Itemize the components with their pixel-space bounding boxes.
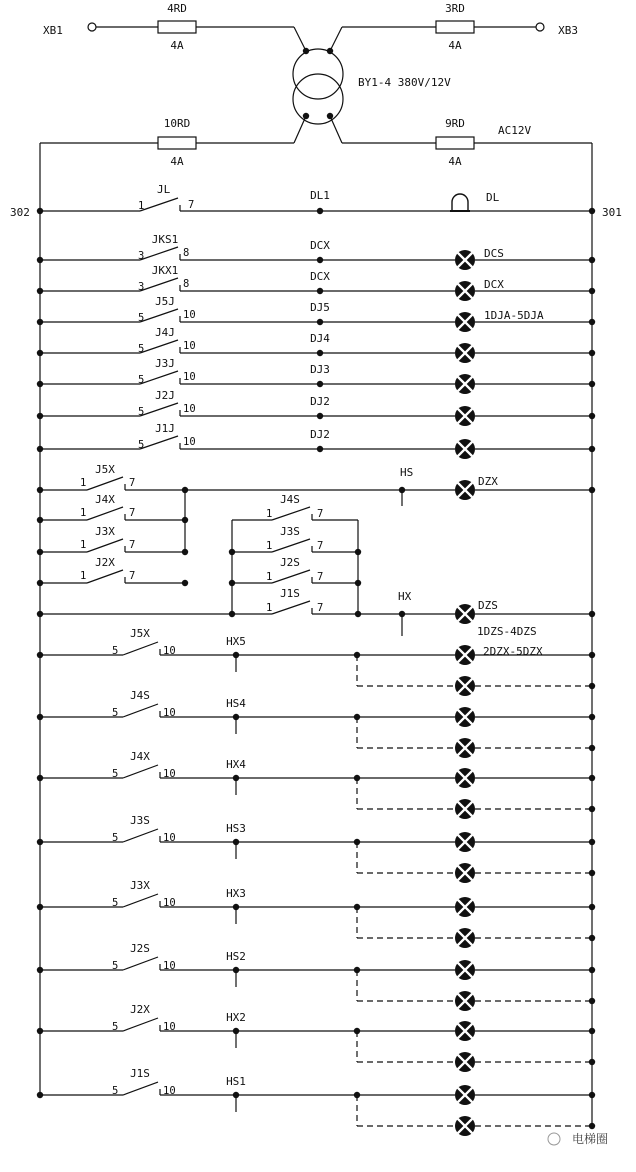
junction-dot xyxy=(317,446,323,452)
contact-j1s xyxy=(123,1082,160,1095)
contact-blade xyxy=(140,371,178,384)
signal-lamp-icon xyxy=(455,250,475,270)
signal-lamp-icon xyxy=(455,281,475,301)
contact-label: J2S xyxy=(130,942,150,955)
contact-j4j xyxy=(140,340,180,353)
pin-label: 10 xyxy=(163,1085,176,1097)
junction-dot xyxy=(37,775,43,781)
contact-blade xyxy=(272,539,310,552)
contact-j3x xyxy=(87,539,125,552)
contact-blade xyxy=(272,601,310,614)
lamp-label: DCX xyxy=(484,278,504,291)
contact-j3s xyxy=(123,829,160,842)
pin-label: 10 xyxy=(163,832,176,844)
junction-dot xyxy=(589,904,595,910)
wire xyxy=(330,27,342,51)
fuse-label: 10RD xyxy=(163,117,191,130)
contact-blade xyxy=(140,278,178,291)
junction-dot xyxy=(589,1059,595,1065)
contact-j2x xyxy=(123,1018,160,1031)
junction-dot xyxy=(37,611,43,617)
node-label: HX xyxy=(398,590,412,603)
fuse-rating: 4A xyxy=(448,155,462,168)
junction-dot xyxy=(589,350,595,356)
node-label: HS2 xyxy=(226,950,246,963)
contact-label: JL xyxy=(157,183,171,196)
contact-label: J4X xyxy=(130,750,150,763)
junction-dot xyxy=(589,998,595,1004)
junction-dot xyxy=(317,319,323,325)
junction-dot xyxy=(589,446,595,452)
fuse-rating: 4A xyxy=(448,39,462,52)
junction-dot xyxy=(37,381,43,387)
fuse-3rd xyxy=(436,21,474,33)
contact-blade xyxy=(87,507,123,520)
bus-label-301: 301 xyxy=(602,206,622,219)
junction-dot xyxy=(37,350,43,356)
contact-label: J5J xyxy=(155,295,175,308)
pin-label: 7 xyxy=(317,508,324,520)
junction-dot xyxy=(589,652,595,658)
signal-lamp-icon xyxy=(455,1052,475,1072)
junction-dot xyxy=(589,967,595,973)
junction-dot xyxy=(182,580,188,586)
ac-voltage-label: AC12V xyxy=(498,124,532,137)
node-label: HS1 xyxy=(226,1075,246,1088)
transformer-label: BY1-4 380V/12V xyxy=(358,76,451,89)
pin-label: 7 xyxy=(129,570,136,582)
junction-dot xyxy=(37,1028,43,1034)
pin-label: 5 xyxy=(138,439,145,451)
pin-label: 8 xyxy=(183,247,190,259)
junction-dot xyxy=(37,904,43,910)
contact-jks1 xyxy=(140,247,180,260)
signal-lamp-icon xyxy=(455,832,475,852)
junction-dot xyxy=(589,257,595,263)
device-label: DL xyxy=(486,191,500,204)
fuse-rating: 4A xyxy=(170,155,184,168)
watermark-text: 电梯圈 xyxy=(572,1132,609,1146)
signal-lamp-icon xyxy=(455,738,475,758)
junction-dot xyxy=(37,967,43,973)
contact-blade xyxy=(123,829,158,842)
contact-blade xyxy=(123,957,158,970)
junction-dot xyxy=(37,208,43,214)
contact-label: J4X xyxy=(95,493,115,506)
pin-label: 7 xyxy=(129,477,136,489)
pin-label: 10 xyxy=(163,960,176,972)
contact-label: J2X xyxy=(130,1003,150,1016)
pin-label: 3 xyxy=(138,250,145,262)
signal-lamp-icon xyxy=(455,991,475,1011)
signal-lamp-icon xyxy=(455,406,475,426)
node-label: DCX xyxy=(310,270,330,283)
node-label: DL1 xyxy=(310,189,330,202)
pin-label: 1 xyxy=(80,507,87,519)
pin-label: 5 xyxy=(112,960,119,972)
fuse-9rd xyxy=(436,137,474,149)
junction-dot xyxy=(37,580,43,586)
pin-label: 10 xyxy=(163,645,176,657)
junction-dot xyxy=(589,935,595,941)
contact-blade xyxy=(272,570,310,583)
pin-label: 7 xyxy=(188,199,195,211)
pin-label: 5 xyxy=(138,406,145,418)
contact-label: J4S xyxy=(130,689,150,702)
contact-label: J5X xyxy=(130,627,150,640)
node-label: DJ3 xyxy=(310,363,330,376)
node-label: HS4 xyxy=(226,697,246,710)
junction-dot xyxy=(589,839,595,845)
contact-blade xyxy=(123,765,158,778)
pin-label: 1 xyxy=(266,540,273,552)
pin-label: 1 xyxy=(80,477,87,489)
contact-blade xyxy=(140,436,178,449)
watermark-logo-icon xyxy=(548,1133,560,1145)
node-label: HX2 xyxy=(226,1011,246,1024)
contact-j3s xyxy=(272,539,312,552)
contact-label: J2J xyxy=(155,389,175,402)
pin-label: 7 xyxy=(317,540,324,552)
junction-dot xyxy=(589,683,595,689)
pin-label: 5 xyxy=(112,768,119,780)
signal-lamp-icon xyxy=(455,863,475,883)
lamp-label: 1DJA-5DJA xyxy=(484,309,544,322)
wire xyxy=(294,116,306,143)
pin-label: 10 xyxy=(183,340,196,352)
contact-label: J5X xyxy=(95,463,115,476)
contact-label: JKX1 xyxy=(151,264,179,277)
junction-dot xyxy=(589,208,595,214)
signal-lamp-icon xyxy=(455,676,475,696)
node-label: DCX xyxy=(310,239,330,252)
fuse-4rd xyxy=(158,21,196,33)
lamp-label: DZS xyxy=(478,599,498,612)
wire xyxy=(330,116,342,143)
contact-j1s xyxy=(272,601,312,614)
contact-blade xyxy=(87,477,123,490)
contact-label: J2X xyxy=(95,556,115,569)
signal-lamp-icon xyxy=(455,480,475,500)
hall-lamp-label-2: 2DZX-5DZX xyxy=(483,645,543,658)
signal-lamp-icon xyxy=(455,707,475,727)
contact-j2s xyxy=(123,957,160,970)
junction-dot xyxy=(327,48,333,54)
pin-label: 7 xyxy=(129,507,136,519)
contact-blade xyxy=(140,403,178,416)
signal-lamp-icon xyxy=(455,312,475,332)
junction-dot xyxy=(317,381,323,387)
node-label: DJ5 xyxy=(310,301,330,314)
pin-label: 10 xyxy=(183,436,196,448)
contact-label: J4J xyxy=(155,326,175,339)
contact-j2j xyxy=(140,403,180,416)
contact-label: J4S xyxy=(280,493,300,506)
signal-lamp-icon xyxy=(455,799,475,819)
wire xyxy=(294,27,306,51)
node-label: DJ2 xyxy=(310,395,330,408)
junction-dot xyxy=(589,806,595,812)
pin-label: 10 xyxy=(183,309,196,321)
contact-label: JKS1 xyxy=(151,233,179,246)
terminal-label-xb3: XB3 xyxy=(558,24,578,37)
contact-blade xyxy=(272,507,310,520)
junction-dot xyxy=(589,870,595,876)
contact-j5x xyxy=(87,477,125,490)
contact-label: J2S xyxy=(280,556,300,569)
junction-dot xyxy=(589,775,595,781)
junction-dot xyxy=(589,745,595,751)
node-label: HX3 xyxy=(226,887,246,900)
contact-j4x xyxy=(123,765,160,778)
pin-label: 1 xyxy=(266,508,273,520)
junction-dot xyxy=(589,413,595,419)
pin-label: 5 xyxy=(112,1021,119,1033)
junction-dot xyxy=(317,350,323,356)
contact-j1j xyxy=(140,436,180,449)
contact-label: J1S xyxy=(280,587,300,600)
junction-dot xyxy=(37,839,43,845)
signal-lamp-icon xyxy=(455,960,475,980)
junction-dot xyxy=(317,413,323,419)
contact-label: J3S xyxy=(130,814,150,827)
signal-lamp-icon xyxy=(455,439,475,459)
pin-label: 7 xyxy=(317,602,324,614)
contact-label: J3S xyxy=(280,525,300,538)
pin-label: 1 xyxy=(266,571,273,583)
pin-label: 10 xyxy=(183,371,196,383)
signal-lamp-icon xyxy=(455,1116,475,1136)
contact-j3x xyxy=(123,894,160,907)
junction-dot xyxy=(589,1092,595,1098)
fuse-10rd xyxy=(158,137,196,149)
pin-label: 10 xyxy=(163,768,176,780)
fuse-rating: 4A xyxy=(170,39,184,52)
pin-label: 5 xyxy=(112,1085,119,1097)
contact-j5x xyxy=(123,642,160,655)
junction-dot xyxy=(589,1123,595,1129)
terminal-icon xyxy=(536,23,544,31)
pin-label: 5 xyxy=(138,343,145,355)
contact-label: J1J xyxy=(155,422,175,435)
contact-blade xyxy=(140,198,178,211)
lamp-label: DCS xyxy=(484,247,504,260)
signal-lamp-icon xyxy=(455,768,475,788)
pin-label: 8 xyxy=(183,278,190,290)
pin-label: 10 xyxy=(163,897,176,909)
terminal-icon xyxy=(88,23,96,31)
contact-label: J3X xyxy=(95,525,115,538)
junction-dot xyxy=(37,446,43,452)
contact-label: J3J xyxy=(155,357,175,370)
pin-label: 1 xyxy=(80,570,87,582)
junction-dot xyxy=(37,652,43,658)
junction-dot xyxy=(37,288,43,294)
junction-dot xyxy=(317,208,323,214)
node-label: DJ2 xyxy=(310,428,330,441)
junction-dot xyxy=(37,257,43,263)
pin-label: 1 xyxy=(266,602,273,614)
contact-j3j xyxy=(140,371,180,384)
junction-dot xyxy=(37,413,43,419)
pin-label: 10 xyxy=(163,1021,176,1033)
node-label: HX4 xyxy=(226,758,246,771)
pin-label: 1 xyxy=(80,539,87,551)
contact-jl xyxy=(140,198,180,211)
junction-dot xyxy=(589,1028,595,1034)
contact-label: J1S xyxy=(130,1067,150,1080)
bell-icon xyxy=(452,194,468,211)
junction-dot xyxy=(317,257,323,263)
bus-label-302: 302 xyxy=(10,206,30,219)
fuse-label: 9RD xyxy=(445,117,465,130)
pin-label: 3 xyxy=(138,281,145,293)
contact-blade xyxy=(123,704,158,717)
lamp-label: DZX xyxy=(478,475,498,488)
contact-j4s xyxy=(123,704,160,717)
contact-jkx1 xyxy=(140,278,180,291)
junction-dot xyxy=(589,487,595,493)
pin-label: 7 xyxy=(317,571,324,583)
junction-dot xyxy=(317,288,323,294)
pin-label: 5 xyxy=(138,374,145,386)
fuse-label: 4RD xyxy=(167,2,187,15)
pin-label: 5 xyxy=(138,312,145,324)
signal-lamp-icon xyxy=(455,604,475,624)
junction-dot xyxy=(37,319,43,325)
fuse-label: 3RD xyxy=(445,2,465,15)
pin-label: 7 xyxy=(129,539,136,551)
node-label: DJ4 xyxy=(310,332,330,345)
signal-lamp-icon xyxy=(455,897,475,917)
pin-label: 5 xyxy=(112,707,119,719)
terminal-label-xb1: XB1 xyxy=(43,24,63,37)
junction-dot xyxy=(303,48,309,54)
hall-lamp-label-1: 1DZS-4DZS xyxy=(477,625,537,638)
pin-label: 5 xyxy=(112,832,119,844)
contact-label: J3X xyxy=(130,879,150,892)
contact-blade xyxy=(123,1082,158,1095)
pin-label: 5 xyxy=(112,645,119,657)
contact-j4s xyxy=(272,507,312,520)
signal-lamp-icon xyxy=(455,1085,475,1105)
contact-blade xyxy=(123,894,158,907)
contact-blade xyxy=(140,340,178,353)
junction-dot xyxy=(589,714,595,720)
contact-blade xyxy=(87,539,123,552)
signal-lamp-icon xyxy=(455,1021,475,1041)
junction-dot xyxy=(589,381,595,387)
signal-lamp-icon xyxy=(455,343,475,363)
pin-label: 10 xyxy=(163,707,176,719)
contact-j2s xyxy=(272,570,312,583)
contact-blade xyxy=(123,1018,158,1031)
junction-dot xyxy=(37,487,43,493)
signal-lamp-icon xyxy=(455,928,475,948)
contact-j5j xyxy=(140,309,180,322)
pin-label: 5 xyxy=(112,897,119,909)
junction-dot xyxy=(37,549,43,555)
pin-label: 1 xyxy=(138,200,145,212)
contact-j2x xyxy=(87,570,125,583)
junction-dot xyxy=(37,517,43,523)
contact-blade xyxy=(123,642,158,655)
junction-dot xyxy=(589,611,595,617)
node-label: HX5 xyxy=(226,635,246,648)
node-label: HS xyxy=(400,466,414,479)
junction-dot xyxy=(37,714,43,720)
contact-j4x xyxy=(87,507,125,520)
contact-blade xyxy=(140,309,178,322)
junction-dot xyxy=(589,319,595,325)
junction-dot xyxy=(37,1092,43,1098)
junction-dot xyxy=(589,288,595,294)
node-label: HS3 xyxy=(226,822,246,835)
signal-lamp-icon xyxy=(455,374,475,394)
contact-blade xyxy=(87,570,123,583)
contact-blade xyxy=(140,247,178,260)
pin-label: 10 xyxy=(183,403,196,415)
signal-lamp-icon xyxy=(455,645,475,665)
